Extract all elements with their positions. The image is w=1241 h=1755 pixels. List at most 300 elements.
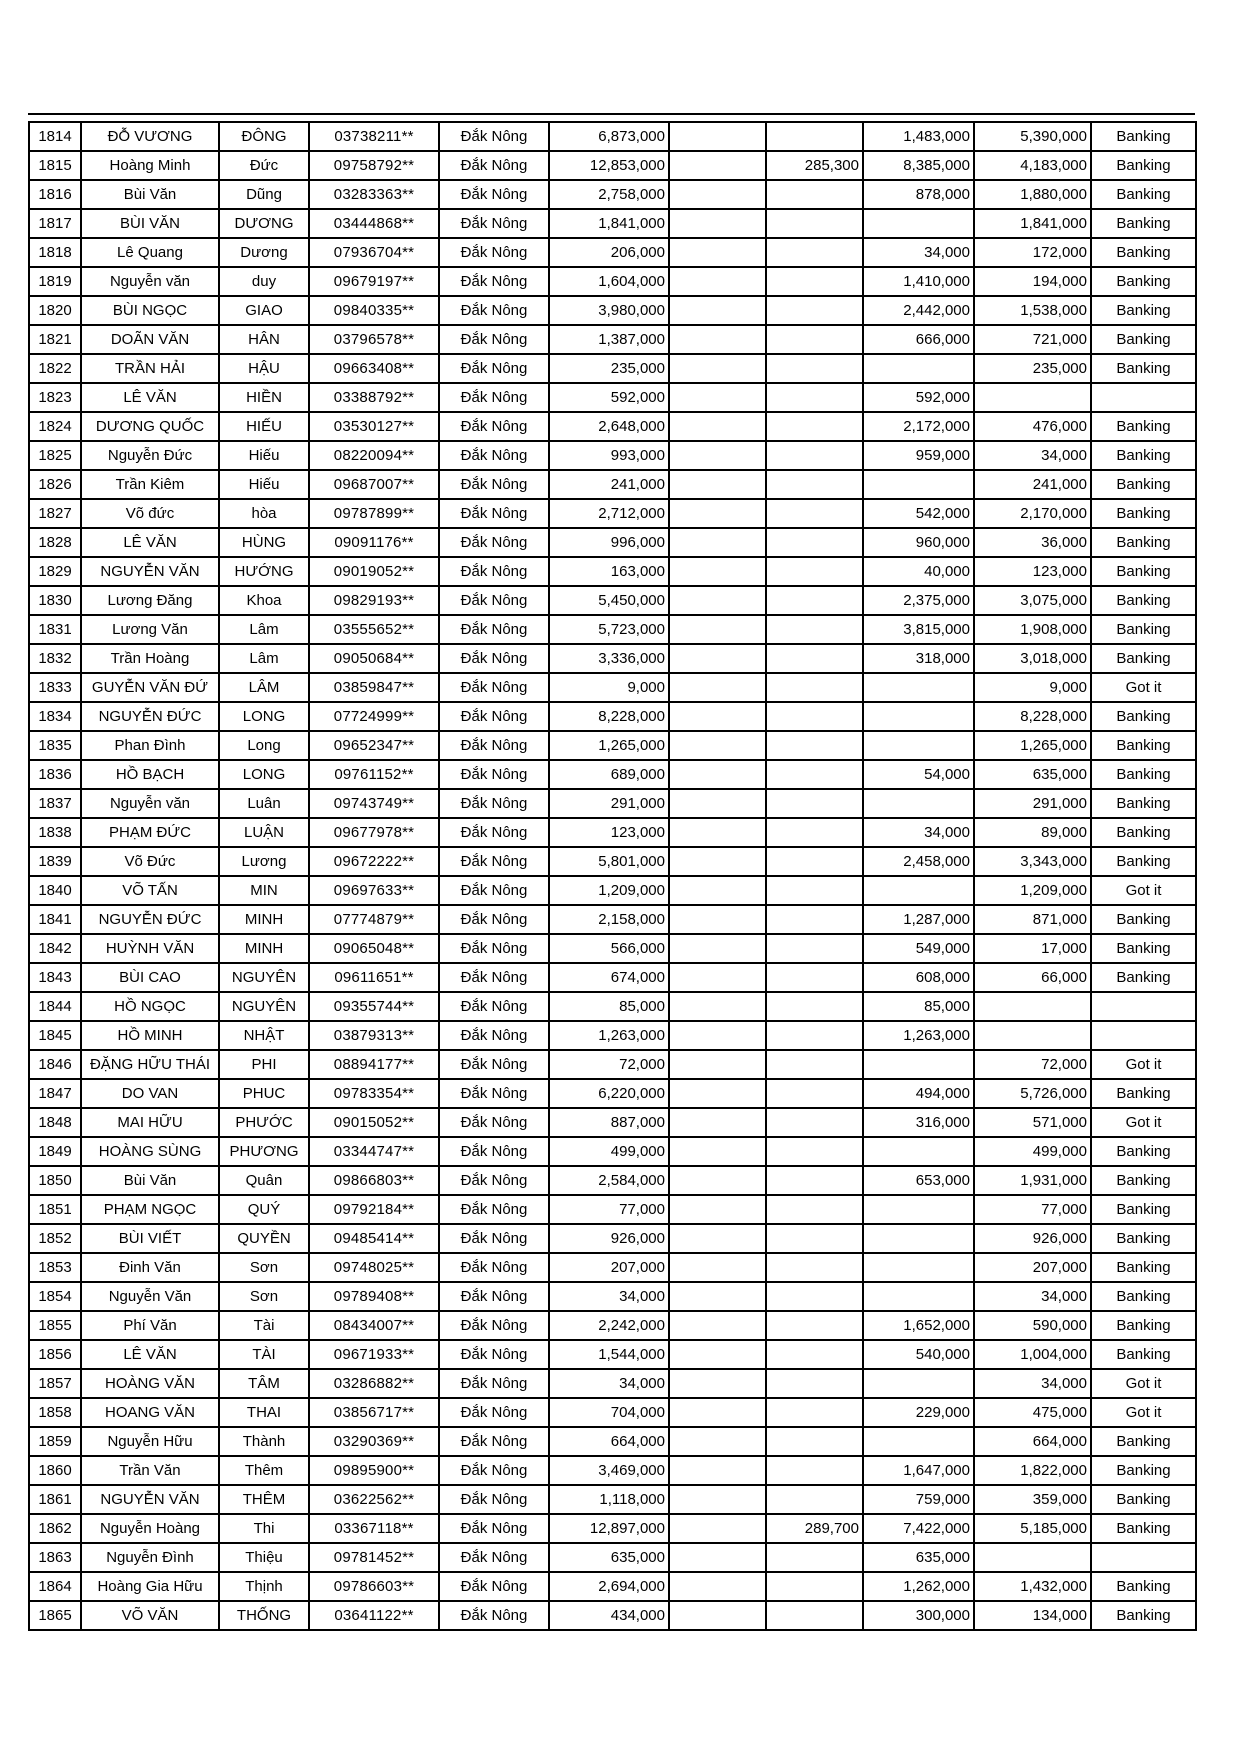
family-name: Bùi Văn: [81, 180, 219, 209]
fee-amount: [766, 1601, 863, 1630]
paid-amount: 494,000: [863, 1079, 974, 1108]
family-name: VÕ TẤN: [81, 876, 219, 905]
paid-amount: [863, 1224, 974, 1253]
paid-amount: 1,483,000: [863, 122, 974, 151]
status: Banking: [1091, 905, 1196, 934]
fee-amount: [766, 122, 863, 151]
total-amount: 1,263,000: [549, 1021, 669, 1050]
paid-amount: [863, 1427, 974, 1456]
row-id: 1853: [29, 1253, 81, 1282]
phone-number: 03738211**: [309, 122, 439, 151]
table-row: [29, 876, 1196, 905]
family-name: HỒ MINH: [81, 1021, 219, 1050]
empty-cell: [669, 876, 766, 905]
table-row: [29, 441, 1196, 470]
empty-cell: [669, 1137, 766, 1166]
empty-cell: [669, 296, 766, 325]
row-id: 1829: [29, 557, 81, 586]
province: Đắk Nông: [439, 731, 549, 760]
remaining-amount: 3,343,000: [974, 847, 1091, 876]
empty-cell: [669, 267, 766, 296]
empty-cell: [669, 1108, 766, 1137]
province: Đắk Nông: [439, 1485, 549, 1514]
table-row: [29, 731, 1196, 760]
family-name: LÊ VĂN: [81, 528, 219, 557]
fee-amount: [766, 876, 863, 905]
province: Đắk Nông: [439, 1224, 549, 1253]
province: Đắk Nông: [439, 1369, 549, 1398]
paid-amount: 960,000: [863, 528, 974, 557]
remaining-amount: [974, 1543, 1091, 1572]
remaining-amount: 1,004,000: [974, 1340, 1091, 1369]
fee-amount: [766, 528, 863, 557]
given-name: Sơn: [219, 1253, 309, 1282]
paid-amount: [863, 1195, 974, 1224]
status: Banking: [1091, 1456, 1196, 1485]
given-name: MIN: [219, 876, 309, 905]
phone-number: 03555652**: [309, 615, 439, 644]
status: Banking: [1091, 934, 1196, 963]
province: Đắk Nông: [439, 1456, 549, 1485]
phone-number: 09697633**: [309, 876, 439, 905]
row-id: 1831: [29, 615, 81, 644]
empty-cell: [669, 586, 766, 615]
total-amount: 8,228,000: [549, 702, 669, 731]
fee-amount: [766, 1195, 863, 1224]
remaining-amount: 590,000: [974, 1311, 1091, 1340]
province: Đắk Nông: [439, 1427, 549, 1456]
row-id: 1845: [29, 1021, 81, 1050]
given-name: Thịnh: [219, 1572, 309, 1601]
row-id: 1863: [29, 1543, 81, 1572]
given-name: Thi: [219, 1514, 309, 1543]
status: Banking: [1091, 1601, 1196, 1630]
phone-number: 03388792**: [309, 383, 439, 412]
row-id: 1816: [29, 180, 81, 209]
table-row: [29, 1282, 1196, 1311]
remaining-amount: 1,931,000: [974, 1166, 1091, 1195]
total-amount: 434,000: [549, 1601, 669, 1630]
total-amount: 207,000: [549, 1253, 669, 1282]
total-amount: 123,000: [549, 818, 669, 847]
given-name: PHƯỚC: [219, 1108, 309, 1137]
row-id: 1861: [29, 1485, 81, 1514]
given-name: Đức: [219, 151, 309, 180]
remaining-amount: 241,000: [974, 470, 1091, 499]
status: Got it: [1091, 1369, 1196, 1398]
family-name: HOÀNG VĂN: [81, 1369, 219, 1398]
paid-amount: 3,815,000: [863, 615, 974, 644]
total-amount: 9,000: [549, 673, 669, 702]
total-amount: 5,801,000: [549, 847, 669, 876]
paid-amount: [863, 1137, 974, 1166]
status: Got it: [1091, 1050, 1196, 1079]
family-name: HOANG VĂN: [81, 1398, 219, 1427]
phone-number: 09671933**: [309, 1340, 439, 1369]
table-row: [29, 267, 1196, 296]
status: Banking: [1091, 1427, 1196, 1456]
table-row: [29, 296, 1196, 325]
status: Banking: [1091, 731, 1196, 760]
phone-number: 03444868**: [309, 209, 439, 238]
row-id: 1860: [29, 1456, 81, 1485]
total-amount: 72,000: [549, 1050, 669, 1079]
total-amount: 1,604,000: [549, 267, 669, 296]
paid-amount: 34,000: [863, 238, 974, 267]
table-row: [29, 528, 1196, 557]
phone-number: 03796578**: [309, 325, 439, 354]
table-row: [29, 934, 1196, 963]
total-amount: 993,000: [549, 441, 669, 470]
fee-amount: [766, 615, 863, 644]
province: Đắk Nông: [439, 760, 549, 789]
status: Banking: [1091, 702, 1196, 731]
status: Banking: [1091, 557, 1196, 586]
row-id: 1822: [29, 354, 81, 383]
total-amount: 85,000: [549, 992, 669, 1021]
phone-number: 03344747**: [309, 1137, 439, 1166]
given-name: NHẬT: [219, 1021, 309, 1050]
row-id: 1834: [29, 702, 81, 731]
status: Banking: [1091, 1137, 1196, 1166]
fee-amount: [766, 1137, 863, 1166]
paid-amount: 316,000: [863, 1108, 974, 1137]
remaining-amount: 635,000: [974, 760, 1091, 789]
province: Đắk Nông: [439, 1543, 549, 1572]
table-row: [29, 586, 1196, 615]
phone-number: 09015052**: [309, 1108, 439, 1137]
given-name: HIẾU: [219, 412, 309, 441]
phone-number: 09829193**: [309, 586, 439, 615]
phone-number: 03286882**: [309, 1369, 439, 1398]
total-amount: 3,336,000: [549, 644, 669, 673]
remaining-amount: 1,880,000: [974, 180, 1091, 209]
family-name: Nguyễn văn: [81, 789, 219, 818]
province: Đắk Nông: [439, 180, 549, 209]
total-amount: 34,000: [549, 1282, 669, 1311]
total-amount: 77,000: [549, 1195, 669, 1224]
province: Đắk Nông: [439, 963, 549, 992]
fee-amount: [766, 702, 863, 731]
table-row: [29, 1456, 1196, 1485]
remaining-amount: 5,390,000: [974, 122, 1091, 151]
phone-number: 08434007**: [309, 1311, 439, 1340]
phone-number: 08894177**: [309, 1050, 439, 1079]
given-name: TÂM: [219, 1369, 309, 1398]
total-amount: 235,000: [549, 354, 669, 383]
paid-amount: 1,410,000: [863, 267, 974, 296]
paid-amount: 54,000: [863, 760, 974, 789]
row-id: 1859: [29, 1427, 81, 1456]
province: Đắk Nông: [439, 528, 549, 557]
family-name: Võ Đức: [81, 847, 219, 876]
province: Đắk Nông: [439, 1050, 549, 1079]
given-name: THÊM: [219, 1485, 309, 1514]
row-id: 1828: [29, 528, 81, 557]
empty-cell: [669, 441, 766, 470]
family-name: VÕ VĂN: [81, 1601, 219, 1630]
total-amount: 2,694,000: [549, 1572, 669, 1601]
empty-cell: [669, 963, 766, 992]
paid-amount: [863, 731, 974, 760]
fee-amount: [766, 1456, 863, 1485]
total-amount: 2,712,000: [549, 499, 669, 528]
family-name: Nguyễn văn: [81, 267, 219, 296]
status: Banking: [1091, 238, 1196, 267]
given-name: PHƯƠNG: [219, 1137, 309, 1166]
empty-cell: [669, 1021, 766, 1050]
given-name: Sơn: [219, 1282, 309, 1311]
paid-amount: 666,000: [863, 325, 974, 354]
status: Banking: [1091, 1572, 1196, 1601]
province: Đắk Nông: [439, 557, 549, 586]
family-name: NGUYỄN VĂN: [81, 1485, 219, 1514]
table-row: [29, 1137, 1196, 1166]
family-name: NGUYỄN ĐỨC: [81, 702, 219, 731]
remaining-amount: 34,000: [974, 1369, 1091, 1398]
table-row: [29, 1398, 1196, 1427]
status: Banking: [1091, 760, 1196, 789]
given-name: PHUC: [219, 1079, 309, 1108]
status: Banking: [1091, 209, 1196, 238]
paid-amount: 229,000: [863, 1398, 974, 1427]
remaining-amount: 194,000: [974, 267, 1091, 296]
family-name: BÙI VIẾT: [81, 1224, 219, 1253]
phone-number: 09787899**: [309, 499, 439, 528]
empty-cell: [669, 702, 766, 731]
family-name: NGUYỄN VĂN: [81, 557, 219, 586]
status: Got it: [1091, 673, 1196, 702]
status: Banking: [1091, 267, 1196, 296]
phone-number: 09687007**: [309, 470, 439, 499]
given-name: Quân: [219, 1166, 309, 1195]
fee-amount: [766, 1572, 863, 1601]
total-amount: 592,000: [549, 383, 669, 412]
status: Banking: [1091, 441, 1196, 470]
table-row: [29, 180, 1196, 209]
remaining-amount: 123,000: [974, 557, 1091, 586]
given-name: Thành: [219, 1427, 309, 1456]
total-amount: 1,265,000: [549, 731, 669, 760]
paid-amount: [863, 1050, 974, 1079]
row-id: 1858: [29, 1398, 81, 1427]
empty-cell: [669, 412, 766, 441]
paid-amount: [863, 470, 974, 499]
status: Banking: [1091, 180, 1196, 209]
total-amount: 291,000: [549, 789, 669, 818]
given-name: Lâm: [219, 644, 309, 673]
phone-number: 09789408**: [309, 1282, 439, 1311]
family-name: Nguyễn Đình: [81, 1543, 219, 1572]
paid-amount: [863, 876, 974, 905]
total-amount: 1,841,000: [549, 209, 669, 238]
empty-cell: [669, 1311, 766, 1340]
table-row: [29, 702, 1196, 731]
row-id: 1835: [29, 731, 81, 760]
empty-cell: [669, 1340, 766, 1369]
phone-number: 09786603**: [309, 1572, 439, 1601]
empty-cell: [669, 122, 766, 151]
total-amount: 635,000: [549, 1543, 669, 1572]
province: Đắk Nông: [439, 209, 549, 238]
fee-amount: [766, 644, 863, 673]
province: Đắk Nông: [439, 905, 549, 934]
given-name: QUÝ: [219, 1195, 309, 1224]
remaining-amount: 1,432,000: [974, 1572, 1091, 1601]
row-id: 1856: [29, 1340, 81, 1369]
paid-amount: 300,000: [863, 1601, 974, 1630]
paid-amount: [863, 789, 974, 818]
table-row: [29, 789, 1196, 818]
paid-amount: [863, 354, 974, 383]
empty-cell: [669, 615, 766, 644]
family-name: ĐẶNG HỮU THÁI: [81, 1050, 219, 1079]
fee-amount: [766, 1398, 863, 1427]
remaining-amount: 499,000: [974, 1137, 1091, 1166]
remaining-amount: 66,000: [974, 963, 1091, 992]
given-name: Lâm: [219, 615, 309, 644]
row-id: 1857: [29, 1369, 81, 1398]
total-amount: 704,000: [549, 1398, 669, 1427]
empty-cell: [669, 1572, 766, 1601]
empty-cell: [669, 1050, 766, 1079]
family-name: Nguyễn Hoàng: [81, 1514, 219, 1543]
phone-number: 09679197**: [309, 267, 439, 296]
empty-cell: [669, 1282, 766, 1311]
family-name: Phí Văn: [81, 1311, 219, 1340]
given-name: HÙNG: [219, 528, 309, 557]
fee-amount: [766, 296, 863, 325]
family-name: Nguyễn Hữu: [81, 1427, 219, 1456]
total-amount: 6,873,000: [549, 122, 669, 151]
given-name: Hiếu: [219, 441, 309, 470]
fee-amount: [766, 992, 863, 1021]
empty-cell: [669, 209, 766, 238]
remaining-amount: 475,000: [974, 1398, 1091, 1427]
given-name: duy: [219, 267, 309, 296]
table-row: [29, 1485, 1196, 1514]
row-id: 1855: [29, 1311, 81, 1340]
fee-amount: [766, 267, 863, 296]
province: Đắk Nông: [439, 1108, 549, 1137]
total-amount: 5,723,000: [549, 615, 669, 644]
paid-amount: [863, 673, 974, 702]
phone-number: 09652347**: [309, 731, 439, 760]
row-id: 1823: [29, 383, 81, 412]
empty-cell: [669, 992, 766, 1021]
row-id: 1854: [29, 1282, 81, 1311]
row-id: 1827: [29, 499, 81, 528]
family-name: HOÀNG SÙNG: [81, 1137, 219, 1166]
row-id: 1814: [29, 122, 81, 151]
row-id: 1849: [29, 1137, 81, 1166]
status: Banking: [1091, 1485, 1196, 1514]
total-amount: 887,000: [549, 1108, 669, 1137]
total-amount: 1,209,000: [549, 876, 669, 905]
total-amount: 996,000: [549, 528, 669, 557]
given-name: NGUYÊN: [219, 992, 309, 1021]
given-name: HIỀN: [219, 383, 309, 412]
table-row: [29, 1427, 1196, 1456]
province: Đắk Nông: [439, 296, 549, 325]
table-row: [29, 905, 1196, 934]
empty-cell: [669, 180, 766, 209]
given-name: HÂN: [219, 325, 309, 354]
remaining-amount: 5,726,000: [974, 1079, 1091, 1108]
phone-number: 08220094**: [309, 441, 439, 470]
empty-cell: [669, 1079, 766, 1108]
given-name: MINH: [219, 905, 309, 934]
empty-cell: [669, 354, 766, 383]
empty-cell: [669, 1514, 766, 1543]
fee-amount: [766, 1340, 863, 1369]
family-name: PHẠM NGỌC: [81, 1195, 219, 1224]
family-name: Nguyễn Văn: [81, 1282, 219, 1311]
status: Banking: [1091, 412, 1196, 441]
paid-amount: 542,000: [863, 499, 974, 528]
empty-cell: [669, 1601, 766, 1630]
fee-amount: [766, 209, 863, 238]
empty-cell: [669, 1456, 766, 1485]
fee-amount: [766, 557, 863, 586]
phone-number: 09781452**: [309, 1543, 439, 1572]
table-row: [29, 1369, 1196, 1398]
table-row: [29, 238, 1196, 267]
family-name: Bùi Văn: [81, 1166, 219, 1195]
status: Got it: [1091, 876, 1196, 905]
fee-amount: [766, 441, 863, 470]
paid-amount: [863, 209, 974, 238]
total-amount: 2,758,000: [549, 180, 669, 209]
given-name: Dương: [219, 238, 309, 267]
given-name: Long: [219, 731, 309, 760]
fee-amount: [766, 1311, 863, 1340]
row-id: 1832: [29, 644, 81, 673]
given-name: QUYỀN: [219, 1224, 309, 1253]
given-name: hòa: [219, 499, 309, 528]
table-row: [29, 847, 1196, 876]
status: Banking: [1091, 1224, 1196, 1253]
remaining-amount: 17,000: [974, 934, 1091, 963]
family-name: DOÃN VĂN: [81, 325, 219, 354]
total-amount: 2,584,000: [549, 1166, 669, 1195]
row-id: 1841: [29, 905, 81, 934]
total-amount: 163,000: [549, 557, 669, 586]
province: Đắk Nông: [439, 1514, 549, 1543]
remaining-amount: 1,209,000: [974, 876, 1091, 905]
empty-cell: [669, 760, 766, 789]
total-amount: 3,469,000: [549, 1456, 669, 1485]
paid-amount: [863, 1369, 974, 1398]
remaining-amount: [974, 383, 1091, 412]
phone-number: 09792184**: [309, 1195, 439, 1224]
status: Got it: [1091, 1108, 1196, 1137]
empty-cell: [669, 644, 766, 673]
remaining-amount: 72,000: [974, 1050, 1091, 1079]
paid-amount: 608,000: [863, 963, 974, 992]
phone-number: 09783354**: [309, 1079, 439, 1108]
province: Đắk Nông: [439, 644, 549, 673]
family-name: HUỲNH VĂN: [81, 934, 219, 963]
total-amount: 664,000: [549, 1427, 669, 1456]
phone-number: 03879313**: [309, 1021, 439, 1050]
empty-cell: [669, 1369, 766, 1398]
table-row: [29, 1224, 1196, 1253]
table-row: [29, 470, 1196, 499]
province: Đắk Nông: [439, 847, 549, 876]
row-id: 1825: [29, 441, 81, 470]
given-name: TÀI: [219, 1340, 309, 1369]
